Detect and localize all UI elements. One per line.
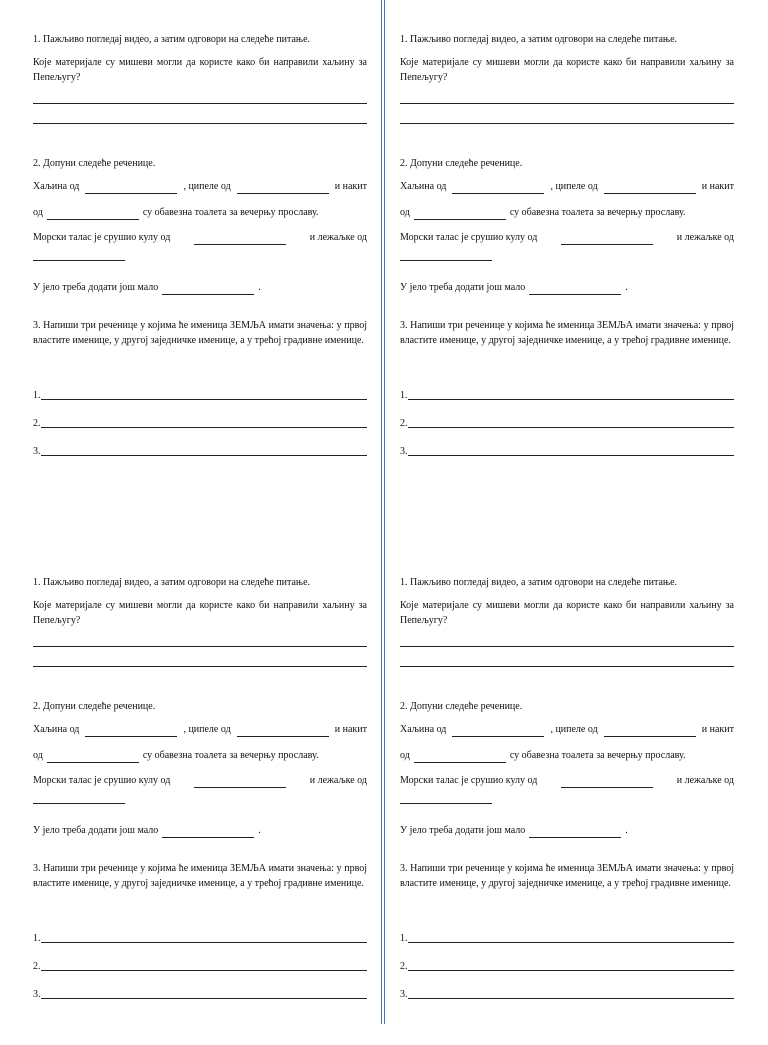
sentence-text: Хаљина од <box>33 724 80 735</box>
fill-blank[interactable] <box>414 209 506 220</box>
numbered-answer-line[interactable] <box>33 931 367 946</box>
answer-line[interactable] <box>33 646 367 647</box>
sentence-3 <box>400 773 734 788</box>
fill-blank[interactable] <box>162 284 254 295</box>
fill-blank[interactable] <box>400 250 492 261</box>
answer-line[interactable] <box>41 399 368 400</box>
page-divider <box>381 0 385 1024</box>
sentence-text: Хаљина од <box>33 181 80 192</box>
sentence-text: . <box>625 282 628 293</box>
sentence-text: и лежаљке од <box>676 232 734 243</box>
sentence-1 <box>400 722 734 737</box>
sentence-text: од <box>400 207 410 218</box>
sentence-4 <box>400 280 734 295</box>
sentence-3 <box>33 230 367 245</box>
q3-instruction: 3. Напиши три реченице у којима ће именица ЗЕМЉА имати значења: у првој властите именице, у другој заједничке именице, а у трећој градивне именице. <box>400 320 734 346</box>
fill-blank[interactable] <box>47 752 139 763</box>
q1-question: Које материјале су мишеви могли да користе како би направили хаљину за Пепељугу? <box>400 57 734 83</box>
answer-line[interactable] <box>33 123 367 124</box>
numbered-answer-line[interactable] <box>400 416 734 431</box>
fill-blank[interactable] <box>529 827 621 838</box>
q3-instruction: 3. Напиши три реченице у којима ће именица ЗЕМЉА имати значења: у првој властите именице, у другој заједничке именице, а у трећој градивне именице. <box>400 863 734 889</box>
worksheet-card <box>400 575 734 1045</box>
answer-line[interactable] <box>408 427 735 428</box>
line-number: 2. <box>33 418 41 429</box>
sentence-1 <box>33 722 367 737</box>
fill-blank[interactable] <box>561 234 653 245</box>
answer-line[interactable] <box>33 666 367 667</box>
line-number: 3. <box>33 989 41 1000</box>
sentence-text: су обавезна тоалета за вечерњу прославу. <box>509 750 686 761</box>
line-number: 2. <box>33 961 41 972</box>
sentence-text: У јело треба додати још мало <box>400 282 526 293</box>
sentence-2 <box>400 748 734 763</box>
sentence-text: су обавезна тоалета за вечерњу прославу. <box>142 207 319 218</box>
sentence-text: и лежаљке од <box>676 775 734 786</box>
worksheet-card <box>33 32 367 502</box>
answer-line[interactable] <box>400 103 734 104</box>
sentence-text: У јело треба додати још мало <box>400 825 526 836</box>
sentence-text: Морски талас је срушио кулу од <box>400 232 538 243</box>
fill-blank[interactable] <box>604 183 696 194</box>
sentence-2 <box>33 748 367 763</box>
answer-line[interactable] <box>408 970 735 971</box>
sentence-text: и лежаљке од <box>309 775 367 786</box>
numbered-answer-line[interactable] <box>33 959 367 974</box>
line-number: 2. <box>400 961 408 972</box>
sentence-1 <box>33 179 367 194</box>
fill-blank[interactable] <box>237 183 329 194</box>
answer-line[interactable] <box>408 942 735 943</box>
numbered-answer-line[interactable] <box>33 388 367 403</box>
answer-line[interactable] <box>41 455 368 456</box>
answer-line[interactable] <box>400 123 734 124</box>
sentence-1 <box>400 179 734 194</box>
fill-blank[interactable] <box>85 726 177 737</box>
q1-instruction: 1. Пажљиво погледај видео, а затим одговори на следеће питање. <box>400 34 678 45</box>
sentence-text: и накит <box>701 724 734 735</box>
answer-line[interactable] <box>41 970 368 971</box>
answer-line[interactable] <box>41 942 368 943</box>
sentence-text: . <box>625 825 628 836</box>
fill-blank[interactable] <box>414 752 506 763</box>
numbered-answer-line[interactable] <box>400 987 734 1002</box>
line-number: 3. <box>400 446 408 457</box>
q1-question: Које материјале су мишеви могли да користе како би направили хаљину за Пепељугу? <box>33 57 367 83</box>
sentence-text: , ципеле од <box>183 724 231 735</box>
sentence-text: и накит <box>334 181 367 192</box>
sentence-text: су обавезна тоалета за вечерњу прославу. <box>142 750 319 761</box>
q2-instruction: 2. Допуни следеће реченице. <box>33 701 156 712</box>
fill-blank[interactable] <box>85 183 177 194</box>
numbered-answer-line[interactable] <box>400 444 734 459</box>
fill-blank[interactable] <box>561 777 653 788</box>
q1-question: Које материјале су мишеви могли да користе како би направили хаљину за Пепељугу? <box>33 600 367 626</box>
sentence-text: су обавезна тоалета за вечерњу прославу. <box>509 207 686 218</box>
fill-blank[interactable] <box>194 777 286 788</box>
sentence-text: и накит <box>334 724 367 735</box>
fill-blank[interactable] <box>237 726 329 737</box>
sentence-text: Морски талас је срушио кулу од <box>33 232 171 243</box>
sentence-text: и лежаљке од <box>309 232 367 243</box>
sentence-text: од <box>400 750 410 761</box>
sentence-text: Хаљина од <box>400 724 447 735</box>
sentence-text: од <box>33 207 43 218</box>
fill-blank[interactable] <box>529 284 621 295</box>
worksheet-card <box>33 575 367 1045</box>
numbered-answer-line[interactable] <box>400 931 734 946</box>
numbered-answer-line[interactable] <box>33 444 367 459</box>
answer-line[interactable] <box>408 399 735 400</box>
q1-instruction: 1. Пажљиво погледај видео, а затим одговори на следеће питање. <box>400 577 678 588</box>
fill-blank[interactable] <box>33 793 125 804</box>
q2-instruction: 2. Допуни следеће реченице. <box>400 158 523 169</box>
sentence-text: У јело треба додати још мало <box>33 825 159 836</box>
sentence-text: Морски талас је срушио кулу од <box>33 775 171 786</box>
sentence-3 <box>33 773 367 788</box>
q3-instruction: 3. Напиши три реченице у којима ће именица ЗЕМЉА имати значења: у првој властите именице, у другој заједничке именице, а у трећој градивне именице. <box>33 320 367 346</box>
sentence-text: . <box>258 282 261 293</box>
sentence-text: , ципеле од <box>550 724 598 735</box>
line-number: 1. <box>400 933 408 944</box>
answer-line[interactable] <box>408 998 735 999</box>
sentence-2 <box>33 205 367 220</box>
sentence-text: , ципеле од <box>183 181 231 192</box>
numbered-answer-line[interactable] <box>33 416 367 431</box>
line-number: 1. <box>33 933 41 944</box>
fill-blank[interactable] <box>604 726 696 737</box>
numbered-answer-line[interactable] <box>400 388 734 403</box>
fill-blank[interactable] <box>400 793 492 804</box>
answer-line[interactable] <box>41 998 368 999</box>
fill-blank[interactable] <box>452 183 544 194</box>
line-number: 1. <box>400 390 408 401</box>
sentence-4 <box>33 823 367 838</box>
fill-blank[interactable] <box>162 827 254 838</box>
sentence-text: од <box>33 750 43 761</box>
numbered-answer-line[interactable] <box>400 959 734 974</box>
q1-instruction: 1. Пажљиво погледај видео, а затим одговори на следеће питање. <box>33 577 311 588</box>
q1-instruction: 1. Пажљиво погледај видео, а затим одговори на следеће питање. <box>33 34 311 45</box>
line-number: 3. <box>400 989 408 1000</box>
fill-blank[interactable] <box>33 250 125 261</box>
answer-line[interactable] <box>408 455 735 456</box>
sentence-4 <box>400 823 734 838</box>
numbered-answer-line[interactable] <box>33 987 367 1002</box>
sentence-text: У јело треба додати још мало <box>33 282 159 293</box>
sentence-text: и накит <box>701 181 734 192</box>
line-number: 2. <box>400 418 408 429</box>
sentence-text: , ципеле од <box>550 181 598 192</box>
q2-instruction: 2. Допуни следеће реченице. <box>400 701 523 712</box>
fill-blank[interactable] <box>47 209 139 220</box>
line-number: 3. <box>33 446 41 457</box>
q1-question: Које материјале су мишеви могли да користе како би направили хаљину за Пепељугу? <box>400 600 734 626</box>
sentence-4 <box>33 280 367 295</box>
answer-line[interactable] <box>41 427 368 428</box>
sentence-text: . <box>258 825 261 836</box>
fill-blank[interactable] <box>452 726 544 737</box>
q2-instruction: 2. Допуни следеће реченице. <box>33 158 156 169</box>
sentence-3 <box>400 230 734 245</box>
answer-line[interactable] <box>400 666 734 667</box>
fill-blank[interactable] <box>194 234 286 245</box>
answer-line[interactable] <box>400 646 734 647</box>
sentence-2 <box>400 205 734 220</box>
sentence-text: Хаљина од <box>400 181 447 192</box>
line-number: 1. <box>33 390 41 401</box>
worksheet-card <box>400 32 734 502</box>
q3-instruction: 3. Напиши три реченице у којима ће именица ЗЕМЉА имати значења: у првој властите именице, у другој заједничке именице, а у трећој градивне именице. <box>33 863 367 889</box>
answer-line[interactable] <box>33 103 367 104</box>
sentence-text: Морски талас је срушио кулу од <box>400 775 538 786</box>
